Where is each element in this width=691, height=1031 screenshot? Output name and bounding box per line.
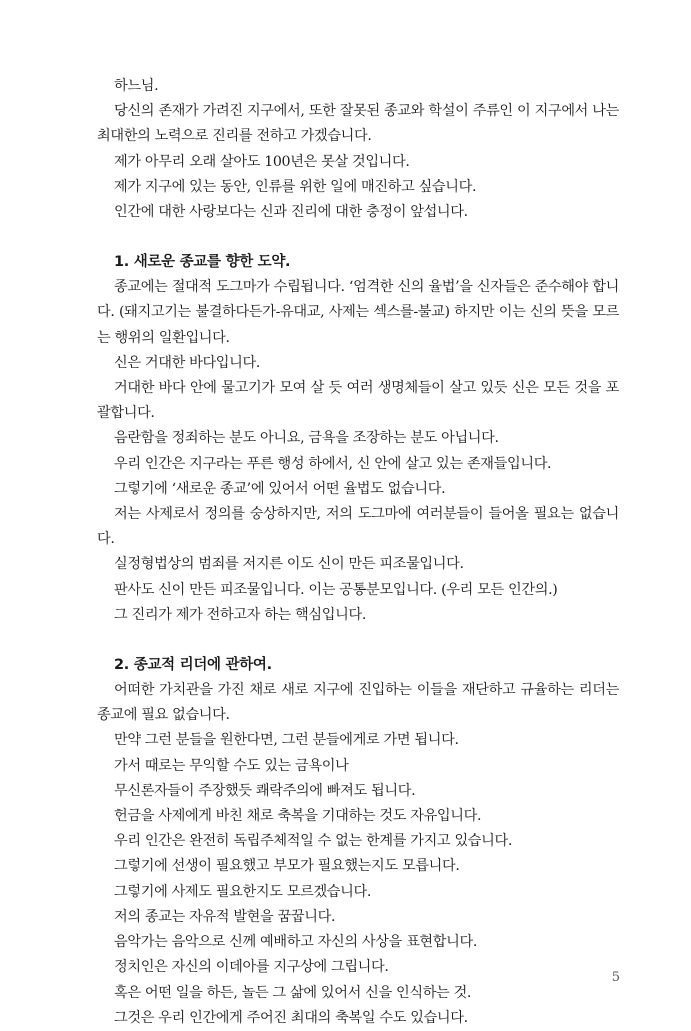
paragraph: 종교에는 절대적 도그마가 수립됩니다. ‘엄격한 신의 율법’을 신자들은 준수해야 합니다. (돼지고기는 불결하다든가-유대교, 사제는 섹스를-불교) 하지만 이는 신의 뜻을 모르는 행위의 일환입니다. [97, 279, 619, 346]
paragraph: 어떠한 가치관을 가진 채로 새로 지구에 진입하는 이들을 재단하고 규율하는 리더는 종교에 필요 없습니다. [97, 682, 619, 724]
section-heading-1: 1. 새로운 종교를 향한 도약. [114, 254, 291, 271]
paragraph: 그렇기에 ‘새로운 종교’에 있어서 어떤 율법도 없습니다. [114, 480, 446, 497]
paragraph: 저의 종교는 자유적 발현을 꿈꿉니다. [114, 908, 336, 925]
paragraph: 음란함을 정죄하는 분도 아니요, 금욕을 조장하는 분도 아닙니다. [114, 430, 499, 447]
paragraph: 정치인은 자신의 이데아를 지구상에 그립니다. [114, 959, 389, 976]
paragraph: 음악가는 음악으로 신께 예배하고 자신의 사상을 표현합니다. [114, 934, 477, 951]
paragraph: 하느님. [114, 78, 159, 94]
paragraph: 헌금을 사제에게 바친 채로 축복을 기대하는 것도 자유입니다. [114, 808, 482, 825]
page-number: 5 [611, 970, 620, 985]
page-body [97, 74, 619, 1031]
paragraph: 신은 거대한 바다입니다. [114, 354, 261, 371]
section-spacer [97, 225, 619, 250]
paragraph: 그렇기에 사제도 필요한지도 모르겠습니다. [114, 883, 372, 900]
paragraph: 우리 인간은 지구라는 푸른 행성 하에서, 신 안에 살고 있는 존재들입니다. [114, 455, 552, 472]
paragraph: 거대한 바다 안에 물고기가 모여 살 듯 여러 생명체들이 살고 있듯 신은 모든 것을 포괄합니다. [97, 380, 619, 422]
paragraph: 저는 사제로서 정의를 숭상하지만, 저의 도그마에 여러분들이 들어올 필요는 없습니다. [97, 506, 619, 548]
section-heading-2: 2. 종교적 리더에 관하여. [114, 657, 272, 674]
paragraph: 그 진리가 제가 전하고자 하는 핵심입니다. [114, 606, 366, 623]
paragraph: 실정형법상의 범죄를 저지른 이도 신이 만든 피조물입니다. [114, 556, 464, 573]
section-spacer [97, 628, 619, 653]
paragraph: 우리 인간은 완전히 독립주체적일 수 없는 한계를 가지고 있습니다. [114, 833, 513, 850]
paragraph: 당신의 존재가 가려진 지구에서, 또한 잘못된 종교와 학설이 주류인 이 지구에서 나는 최대한의 노력으로 진리를 전하고 가겠습니다. [97, 103, 619, 145]
paragraph: 제가 지구에 있는 동안, 인류를 위한 일에 매진하고 싶습니다. [114, 178, 477, 195]
paragraph: 혹은 어떤 일을 하든, 놀든 그 삶에 있어서 신을 인식하는 것. [114, 984, 472, 1001]
paragraph: 만약 그런 분들을 원한다면, 그런 분들에게로 가면 됩니다. [114, 732, 459, 749]
paragraph: 가서 때로는 무익할 수도 있는 금욕이나 [114, 757, 349, 774]
paragraph: 그렇기에 선생이 필요했고 부모가 필요했는지도 모릅니다. [114, 858, 460, 875]
paragraph: 인간에 대한 사랑보다는 신과 진리에 대한 충정이 앞섭니다. [114, 204, 468, 221]
paragraph: 제가 아무리 오래 살아도 100년은 못살 것입니다. [114, 153, 410, 170]
paragraph: 그것은 우리 인간에게 주어진 최대의 축복일 수도 있습니다. [114, 1009, 468, 1026]
paragraph: 무신론자들이 주장했듯 쾌락주의에 빠져도 됩니다. [114, 782, 416, 799]
paragraph: 판사도 신이 만든 피조물입니다. 이는 공통분모입니다. (우리 모든 인간의.) [114, 581, 558, 598]
